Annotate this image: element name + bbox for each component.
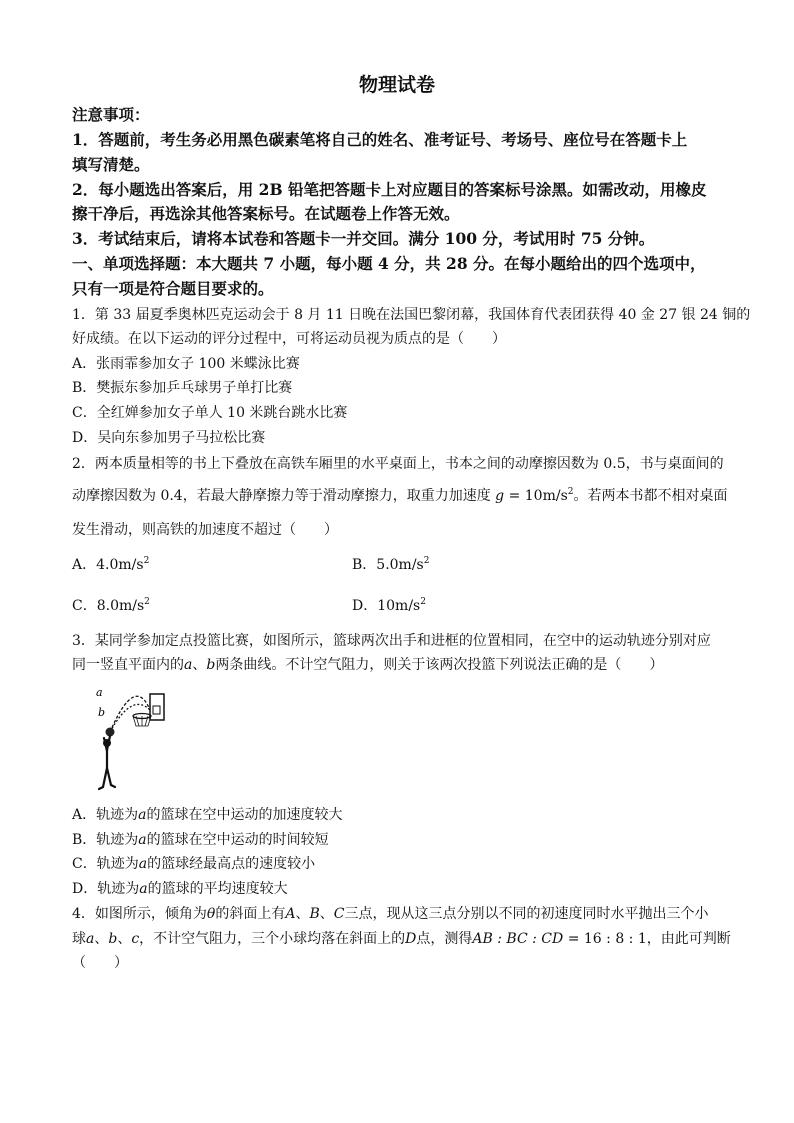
notice-line: 3．考试结束后，请将本试卷和答题卡一并交回。满分 100 分，考试用时 75 分钟。	[72, 229, 655, 248]
section-heading: 只有一项是符合题目要求的。	[72, 279, 274, 298]
q1-option-d: D．吴向东参加男子马拉松比赛	[72, 430, 266, 446]
question-4-stem: （ ）	[72, 955, 128, 971]
q3-option-b: B．轨迹为a的篮球在空中运动的时间较短	[72, 832, 329, 848]
question-2-stem: 2．两本质量相等的书上下叠放在高铁车厢里的水平桌面上，书本之间的动摩擦因数为 0.5，书与桌面间的	[72, 456, 724, 472]
section-heading: 一、单项选择题：本大题共 7 小题，每小题 4 分，共 28 分。在每小题给出的四个选项中，	[72, 254, 706, 273]
player-figure	[99, 736, 115, 789]
question-2-stem: 发生滑动，则高铁的加速度不超过（ ）	[72, 522, 338, 538]
q1-option-c: C．全红婵参加女子单人 10 米跳台跳水比赛	[72, 405, 348, 421]
question-2-stem: 动摩擦因数为 0.4，若最大静摩擦力等于滑动摩擦力，取重力加速度 $g = 10m/s^2$。若两本书都不相对桌面	[72, 487, 728, 504]
q1-option-a: A．张雨霏参加女子 100 米蝶泳比赛	[72, 356, 300, 372]
q3-option-c: C．轨迹为a的篮球经最高点的速度较小	[72, 856, 316, 872]
question-1-stem: 1．第 33 届夏季奥林匹克运动会于 8 月 11 日晚在法国巴黎闭幕，我国体育代表团获得 40 金 27 银 24 铜的	[72, 307, 751, 323]
notice-line: 擦干净后，再选涂其他答案标号。在试题卷上作答无效。	[72, 204, 460, 223]
notice-heading: 注意事项：	[72, 105, 150, 124]
q3-option-a: A．轨迹为a的篮球在空中运动的加速度较大	[72, 807, 343, 823]
question-4-stem: 球a、b、c，不计空气阻力，三个小球均落在斜面上的D点，测得AB : BC : CD = 16 : 8 : 1，由此可判断	[72, 931, 731, 947]
trajectory-a-label: a	[96, 686, 103, 699]
question-3-stem: 同一竖直平面内的a、b两条曲线。不计空气阻力，则关于该两次投篮下列说法正确的是（ ）	[72, 657, 664, 673]
q3-option-d: D．轨迹为a的篮球的平均速度较大	[72, 881, 288, 897]
notice-line: 1．答题前，考生务必用黑色碳素笔将自己的姓名、准考证号、考场号、座位号在答题卡上	[72, 130, 688, 149]
q2-option-a: A．$4.0m/s^2$	[72, 556, 150, 573]
question-3-stem: 3．某同学参加定点投篮比赛，如图所示，篮球两次出手和进框的位置相同，在空中的运动轨迹分别对应	[72, 633, 711, 649]
notice-line: 填写清楚。	[72, 155, 150, 174]
trajectory-b-label: b	[98, 706, 106, 719]
q2-option-c: C．$8.0m/s^2$	[72, 597, 150, 614]
notice-line: 2．每小题选出答案后，用 2B 铅笔把答题卡上对应题目的答案标号涂黑。如需改动，用橡皮	[72, 180, 707, 199]
question-4-stem: 4．如图所示，倾角为θ的斜面上有A、B、C三点，现从这三点分别以不同的初速度同时水平抛出三个小	[72, 906, 709, 922]
q2-option-b: B．$5.0m/s^2$	[352, 556, 430, 573]
q1-option-b: B．樊振东参加乒乓球男子单打比赛	[72, 380, 293, 396]
backboard	[150, 694, 164, 720]
question-1-stem: 好成绩。在以下运动的评分过程中，可将运动员视为质点的是（ ）	[72, 331, 506, 347]
q2-option-d: D．$10m/s^2$	[352, 597, 426, 614]
basketball-shot-figure	[90, 682, 172, 792]
page-title: 物理试卷	[358, 74, 435, 96]
